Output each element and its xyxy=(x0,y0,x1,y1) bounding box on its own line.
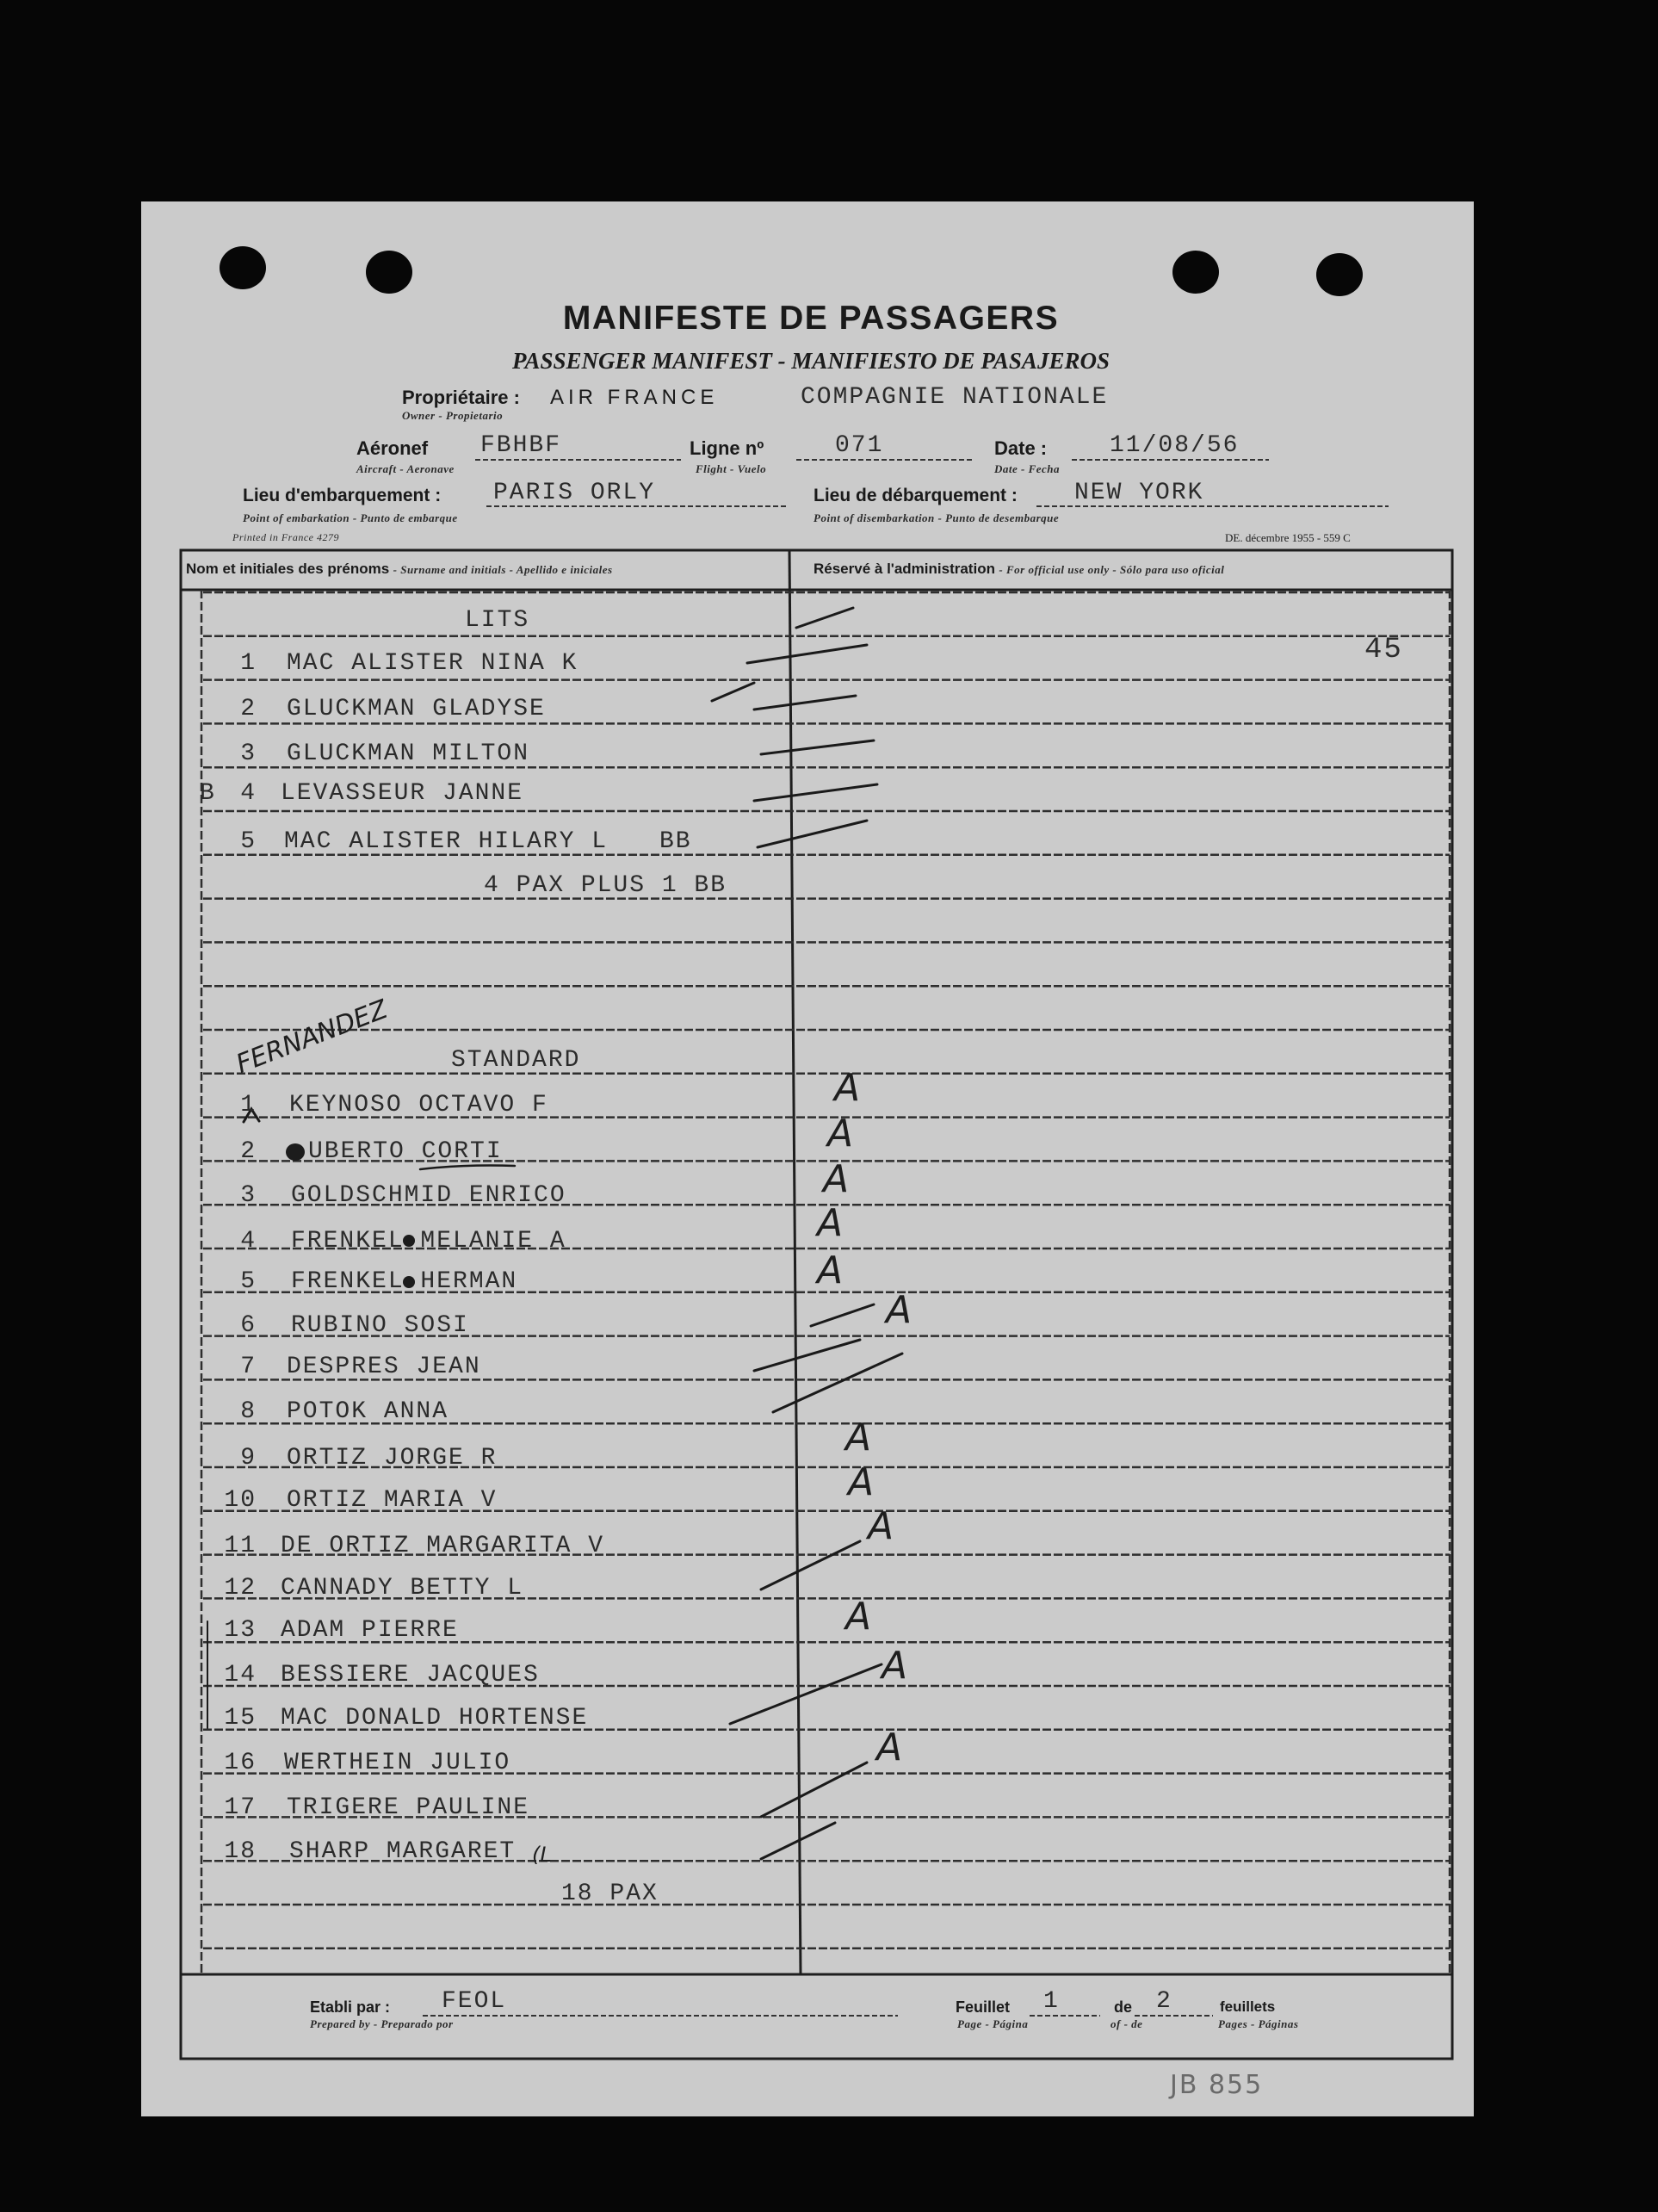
sheet-sublabel: Page - Página xyxy=(957,2017,1029,2030)
admin-mark: A xyxy=(882,1644,908,1688)
lits-total: 4 PAX PLUS 1 BB xyxy=(484,872,727,899)
aircraft-sublabel: Aircraft - Aeronave xyxy=(356,462,455,475)
admin-mark: A xyxy=(876,1726,903,1769)
sheets-total-value: 2 xyxy=(1156,1988,1172,2015)
passenger-extra: BB xyxy=(659,828,692,855)
sheets-sublabel: Pages - Páginas xyxy=(1218,2017,1299,2030)
owner-typed: COMPAGNIE NATIONALE xyxy=(801,384,1109,411)
passenger-number: 4 xyxy=(240,1228,257,1255)
passenger-prefix: B xyxy=(200,780,216,807)
passenger-number: 2 xyxy=(240,1138,257,1165)
names-column-header xyxy=(186,561,613,578)
passenger-name: GLUCKMAN GLADYSE xyxy=(287,696,546,722)
flight-sublabel: Flight - Vuelo xyxy=(696,462,767,475)
admin-mark: A xyxy=(886,1288,913,1332)
admin-mark: A xyxy=(845,1595,872,1639)
embark-label: Lieu d'embarquement : xyxy=(243,486,442,505)
passenger-number: 16 xyxy=(224,1750,257,1776)
passenger-number: 9 xyxy=(240,1445,257,1472)
table-row xyxy=(0,1486,1658,1515)
passenger-number: 6 xyxy=(240,1312,257,1339)
handwritten-row-note: (L xyxy=(532,1843,552,1867)
passenger-name: GLUCKMAN MILTON xyxy=(287,740,530,767)
passenger-name: LEVASSEUR JANNE xyxy=(281,780,524,807)
names-header-sub: - Surname and initials - Apellido e iniciales xyxy=(393,563,613,576)
table-row xyxy=(0,1704,1658,1733)
table-row xyxy=(0,1311,1658,1341)
punch-hole xyxy=(220,246,266,289)
admin-mark: A xyxy=(868,1504,894,1548)
admin-mark: A xyxy=(817,1249,844,1292)
passenger-name: DESPRES JEAN xyxy=(287,1354,481,1380)
embark-value: PARIS ORLY xyxy=(493,480,656,506)
admin-mark: A xyxy=(827,1112,854,1156)
table-row xyxy=(0,649,1658,678)
flight-value: 071 xyxy=(835,432,884,459)
admin-column-header xyxy=(814,561,1224,578)
passenger-number: 11 xyxy=(224,1533,257,1559)
passenger-name: DE ORTIZ MARGARITA V xyxy=(281,1533,605,1559)
admin-mark: A xyxy=(817,1201,844,1245)
form-code: DE. décembre 1955 - 559 C xyxy=(1225,531,1351,544)
passenger-number: 17 xyxy=(224,1794,257,1821)
flight-label: Ligne nº xyxy=(690,437,764,459)
punch-hole xyxy=(366,251,412,294)
archive-reference: JB 855 xyxy=(1170,2070,1264,2100)
admin-mark: A xyxy=(823,1157,850,1201)
passenger-number: 10 xyxy=(224,1487,257,1514)
admin-header-sub: - For official use only - Sólo para uso oficial xyxy=(999,563,1225,576)
table-row xyxy=(0,695,1658,724)
admin-header-label: Réservé à l'administration xyxy=(814,561,995,577)
passenger-name: TRIGERE PAULINE xyxy=(287,1794,530,1821)
owner-label: Propriétaire : xyxy=(402,387,520,408)
passenger-number: 1 xyxy=(240,1092,257,1118)
passenger-number: 5 xyxy=(240,1268,257,1295)
table-row xyxy=(0,1616,1658,1645)
passenger-name: SHARP MARGARET xyxy=(289,1838,517,1865)
embark-sublabel: Point of embarkation - Punto de embarque xyxy=(243,511,458,524)
table-row xyxy=(0,740,1658,769)
passenger-number: 18 xyxy=(224,1838,257,1865)
admin-mark: A xyxy=(834,1066,861,1110)
passenger-name: MAC ALISTER NINA K xyxy=(287,650,578,677)
passenger-name: MAC ALISTER HILARY L xyxy=(284,828,609,855)
table-row xyxy=(0,779,1658,809)
table-row xyxy=(0,1397,1658,1427)
table-row xyxy=(0,1532,1658,1561)
passenger-number: 2 xyxy=(240,696,257,722)
disembark-sublabel: Point of disembarkation - Punto de desembarque xyxy=(814,511,1060,524)
table-row xyxy=(0,1749,1658,1778)
sheet-label: Feuillet xyxy=(956,1998,1011,2016)
owner-printed: AIR FRANCE xyxy=(550,386,719,409)
passenger-number: 3 xyxy=(240,740,257,767)
of-sublabel: of - de xyxy=(1110,2017,1143,2030)
punch-hole xyxy=(1172,251,1219,294)
passenger-number: 7 xyxy=(240,1354,257,1380)
passenger-name: BESSIERE JACQUES xyxy=(281,1662,540,1688)
passenger-number: 13 xyxy=(224,1617,257,1644)
passenger-number: 14 xyxy=(224,1662,257,1688)
punch-hole xyxy=(1316,253,1363,296)
owner-sublabel: Owner - Propietario xyxy=(402,409,504,422)
prepared-by-sublabel: Prepared by - Preparado por xyxy=(310,2017,454,2030)
passenger-name: MAC DONALD HORTENSE xyxy=(281,1705,589,1732)
sheet-value: 1 xyxy=(1043,1988,1060,2015)
standard-total: 18 PAX xyxy=(561,1881,659,1907)
disembark-label: Lieu de débarquement : xyxy=(814,486,1018,505)
aircraft-label: Aéronef xyxy=(356,437,429,459)
table-row xyxy=(0,1794,1658,1823)
passenger-name: ORTIZ MARIA V xyxy=(287,1487,498,1514)
passenger-number: 12 xyxy=(224,1575,257,1602)
document-title: MANIFESTE DE PASSAGERS xyxy=(562,300,1060,337)
names-header-label: Nom et initiales des prénoms xyxy=(186,561,390,577)
disembark-value: NEW YORK xyxy=(1074,480,1204,506)
date-label: Date : xyxy=(994,437,1048,459)
lits-heading: LITS xyxy=(465,607,530,634)
standard-heading: STANDARD xyxy=(451,1047,581,1074)
printer-note: Printed in France 4279 xyxy=(232,531,339,543)
date-sublabel: Date - Fecha xyxy=(994,462,1061,475)
passenger-number: 8 xyxy=(240,1398,257,1425)
passenger-name: CANNADY BETTY L xyxy=(281,1575,524,1602)
passenger-number: 3 xyxy=(240,1182,257,1209)
passenger-name: ADAM PIERRE xyxy=(281,1617,459,1644)
table-row xyxy=(0,1353,1658,1382)
admin-mark: A xyxy=(845,1416,872,1459)
date-value: 11/08/56 xyxy=(1110,432,1240,459)
passenger-name: GOLDSCHMID ENRICO xyxy=(291,1182,566,1209)
aircraft-value: FBHBF xyxy=(480,432,562,459)
handwritten-note: FERNANDEZ xyxy=(232,994,393,1080)
passenger-name: UBERTO CORTI xyxy=(308,1138,503,1165)
passenger-number: 1 xyxy=(240,650,257,677)
prepared-by-value: FEOL xyxy=(442,1988,507,2015)
admin-count-note: 45 xyxy=(1364,634,1403,666)
document-subtitle: PASSENGER MANIFEST - MANIFIESTO DE PASAJEROS xyxy=(512,348,1110,374)
passenger-name: WERTHEIN JULIO xyxy=(284,1750,511,1776)
admin-mark: A xyxy=(848,1460,875,1504)
table-row xyxy=(0,1444,1658,1473)
passenger-name: RUBINO SOSI xyxy=(291,1312,469,1339)
passenger-number: 5 xyxy=(240,828,257,855)
passenger-name: POTOK ANNA xyxy=(287,1398,449,1425)
table-row xyxy=(0,1837,1658,1867)
passenger-name: FRENKEL HERMAN xyxy=(291,1268,518,1295)
sheets-label: feuillets xyxy=(1220,1998,1276,2015)
table-row xyxy=(0,827,1658,857)
table-row xyxy=(0,1661,1658,1690)
passenger-number: 15 xyxy=(224,1705,257,1732)
prepared-by-label: Etabli par : xyxy=(310,1998,391,2016)
passenger-name: ORTIZ JORGE R xyxy=(287,1445,498,1472)
passenger-name: FRENKEL MELANIE A xyxy=(291,1228,566,1255)
passenger-number: 4 xyxy=(240,780,257,807)
of-label: de xyxy=(1114,1998,1133,2016)
passenger-name: KEYNOSO OCTAVO F xyxy=(289,1092,548,1118)
table-row xyxy=(0,1574,1658,1603)
